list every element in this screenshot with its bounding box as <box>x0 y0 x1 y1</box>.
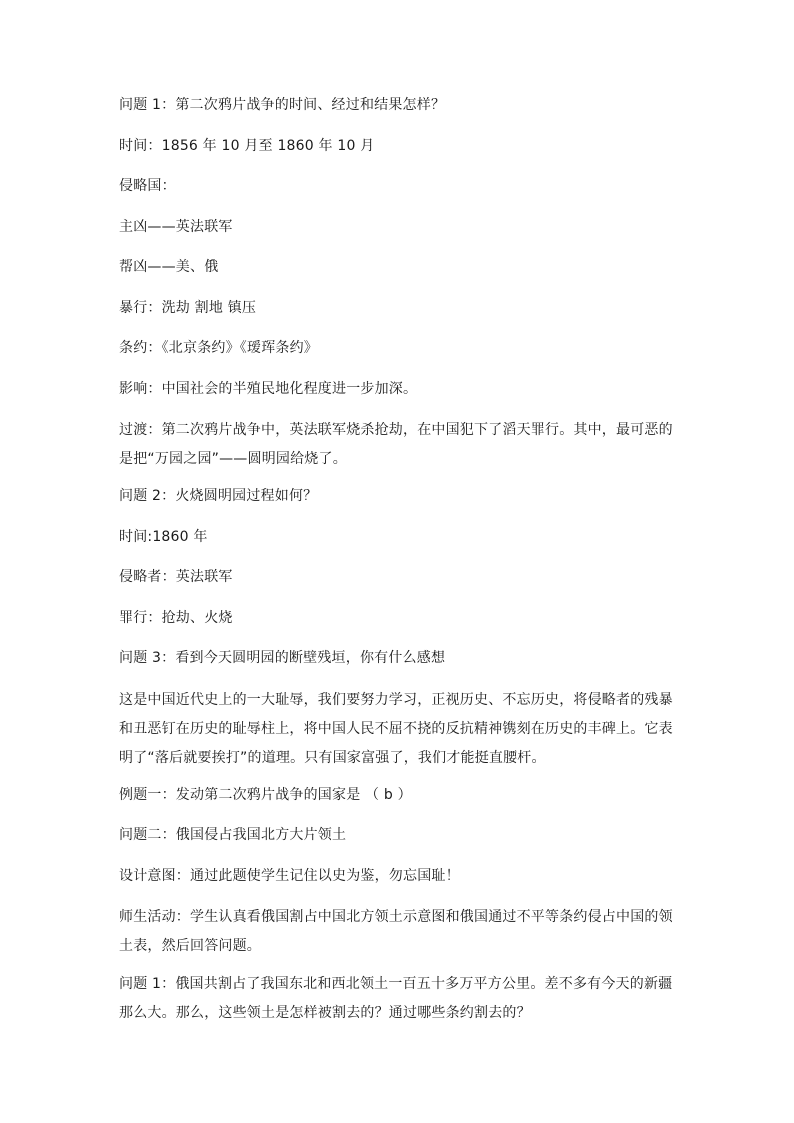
crimes-line: 罪行：抢劫、火烧 <box>119 609 233 626</box>
treaties-line: 条约：《北京条约》《瑷珲条约》 <box>119 340 318 356</box>
teacher-student-activity-paragraph: 师生活动：学生认真看俄国割占中国北方领土示意图和俄国通过不平等条约侵占中国的领土表，然后回答问题。 <box>119 909 673 954</box>
document-body <box>119 92 679 1037</box>
aggressors-label: 侵略国： <box>119 178 176 194</box>
question-two-heading: 问题二：俄国侵占我国北方大片领土 <box>119 827 347 843</box>
impact-line: 影响：中国社会的半殖民地化程度进一步加深。 <box>119 380 418 397</box>
invaders-line: 侵略者：英法联军 <box>119 569 233 585</box>
atrocities-line: 暴行：洗劫 割地 镇压 <box>119 299 257 316</box>
question-2-heading: 问题 2：火烧圆明园过程如何？ <box>119 488 318 504</box>
main-aggressor-line: 主凶——英法联军 <box>119 218 233 235</box>
burning-time-line: 时间:1860 年 <box>119 528 208 545</box>
reflection-paragraph: 这是中国近代史上的一大耻辱，我们要努力学习，正视历史、不忘历史，将侵略者的残暴和丑恶钉在历史的耻辱柱上，将中国人民不屈不挠的反抗精神镌刻在历史的丰碑上。它表明了“落后就要挨打”的道理。只有国家富强了，我们才能挺直腰杆。 <box>119 691 673 766</box>
time-line: 时间：1856 年 10 月至 1860 年 10 月 <box>119 137 375 154</box>
question-1-heading: 问题 1：第二次鸦片战争的时间、经过和结果怎样？ <box>119 97 446 113</box>
example-one-line: 例题一：发动第二次鸦片战争的国家是 （ b ） <box>119 786 412 803</box>
design-intent-line: 设计意图：通过此题使学生记住以史为鉴，勿忘国耻！ <box>119 867 460 884</box>
transition-paragraph: 过渡：第二次鸦片战争中，英法联军烧杀抢劫，在中国犯下了滔天罪行。其中，最可恶的是把“万园之园”——圆明园给烧了。 <box>119 422 673 467</box>
question-1-territory-paragraph: 问题 1：俄国共割占了我国东北和西北领土一百五十多万平方公里。差不多有今天的新疆那么大。那么，这些领土是怎样被割去的？通过哪些条约割去的？ <box>119 976 673 1021</box>
accomplice-line: 帮凶——美、俄 <box>119 259 219 275</box>
question-3-heading: 问题 3：看到今天圆明园的断壁残垣，你有什么感想 <box>119 650 446 666</box>
